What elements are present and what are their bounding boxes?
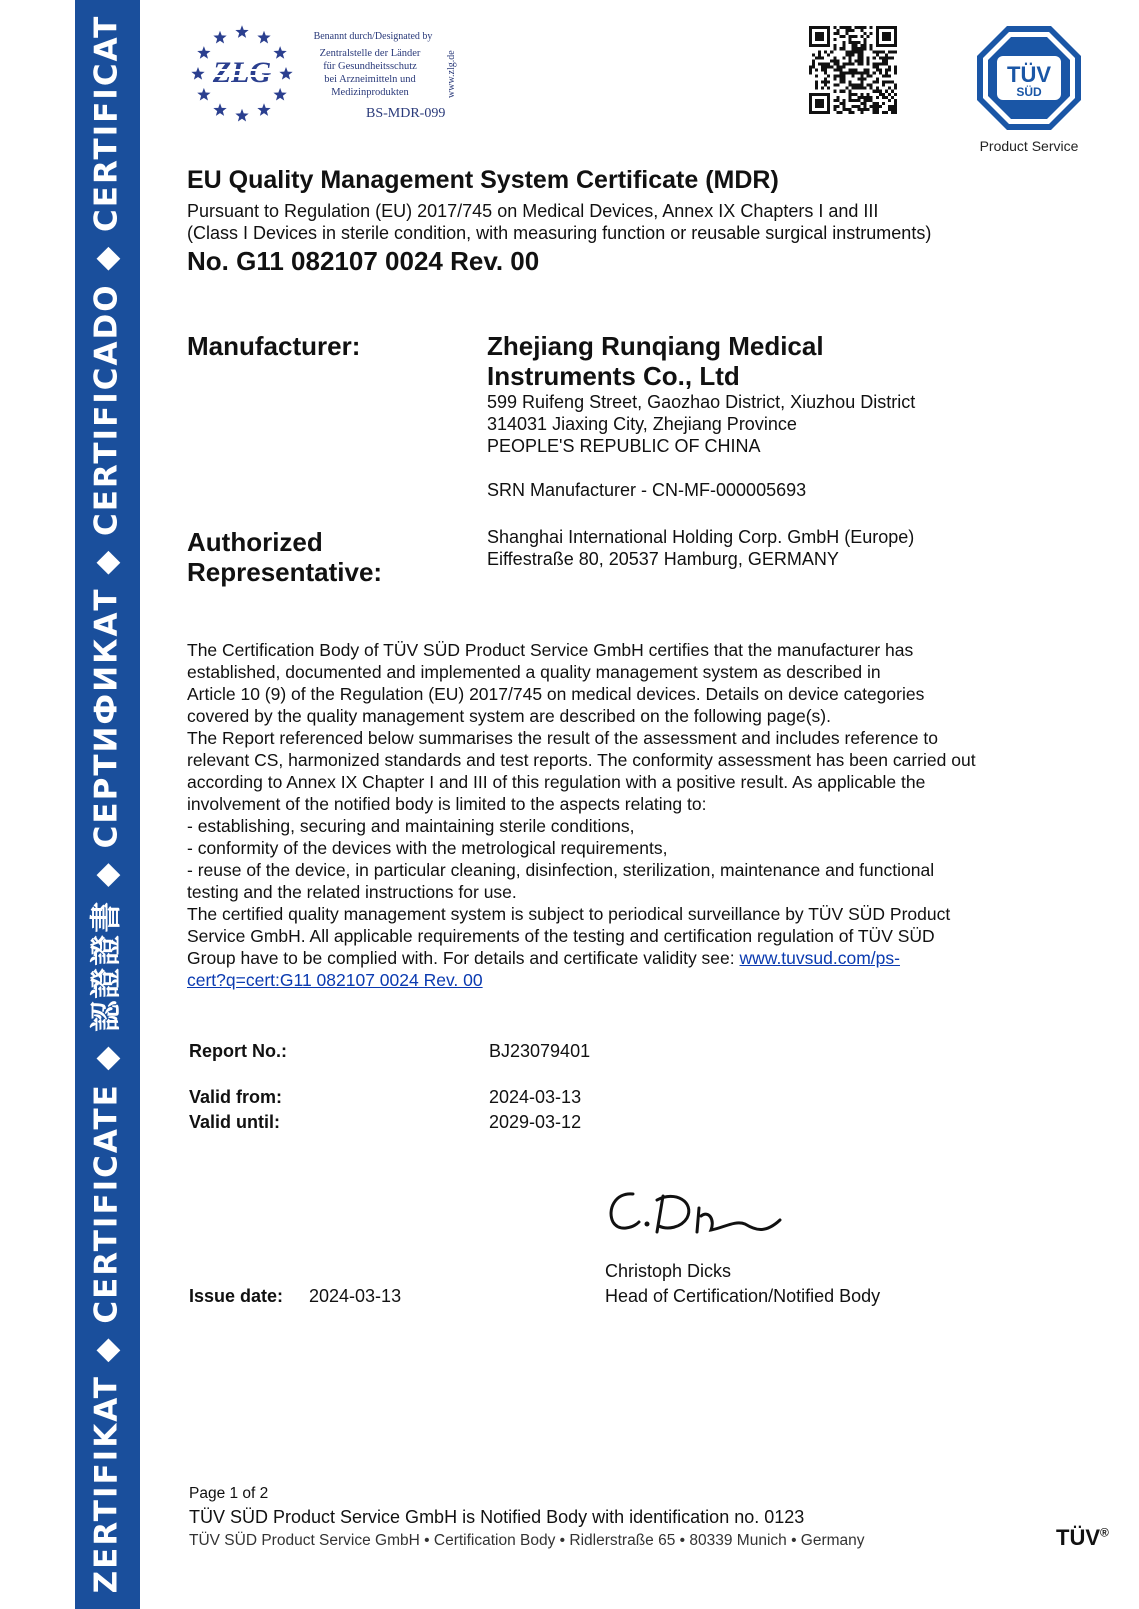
valid-until-value: 2029-03-12 bbox=[489, 1112, 582, 1132]
report-number-value: BJ23079401 bbox=[489, 1041, 591, 1061]
zlg-star bbox=[191, 67, 204, 80]
device-class-line: (Class I Devices in sterile condition, with measuring function or reusable surgical instruments) bbox=[187, 223, 932, 243]
tuv-logo-line2: SÜD bbox=[1016, 85, 1042, 99]
manufacturer-name-line: Zhejiang Runqiang Medical bbox=[487, 331, 824, 361]
tuv-footer-brand bbox=[1056, 1525, 1109, 1551]
manufacturer-address-line: 599 Ruifeng Street, Gaozhao District, Xiuzhou District bbox=[487, 392, 916, 412]
zlg-star bbox=[257, 31, 270, 44]
representative-label-line: Authorized bbox=[187, 527, 323, 557]
certificate-title: EU Quality Management System Certificate (MDR) bbox=[187, 166, 779, 194]
certificate-number: No. G11 082107 0024 Rev. 00 bbox=[187, 246, 540, 276]
zlg-star bbox=[213, 103, 226, 116]
representative-line: Shanghai International Holding Corp. GmbH (Europe) bbox=[487, 527, 915, 547]
registered-mark: ® bbox=[1100, 1525, 1109, 1540]
zlg-star bbox=[197, 46, 210, 59]
statement-line: The Report referenced below summarises the result of the assessment and includes reference to bbox=[187, 728, 938, 748]
statement-line: Article 10 (9) of the Regulation (EU) 2017/745 on medical devices. Details on device categories bbox=[187, 684, 925, 704]
statement-line: The certified quality management system is subject to periodical surveillance by TÜV SÜD Product bbox=[187, 904, 951, 924]
manufacturer-block bbox=[487, 331, 915, 501]
validity-link[interactable]: cert?q=cert:G11 082107 0024 Rev. 00 bbox=[187, 970, 483, 990]
manufacturer-name-line: Instruments Co., Ltd bbox=[487, 361, 740, 391]
zlg-website: www.zlg.de bbox=[446, 50, 457, 98]
tuv-caption: Product Service bbox=[979, 138, 1079, 154]
representative-label bbox=[187, 527, 382, 587]
statement-line: according to Annex IX Chapter I and III of this regulation with a positive result. As applicable the bbox=[187, 772, 926, 792]
statement-line bbox=[187, 969, 1067, 991]
statement-line: - conformity of the devices with the metrological requirements, bbox=[187, 838, 668, 858]
signatory-name: Christoph Dicks bbox=[605, 1261, 732, 1281]
page-indicator: Page 1 of 2 bbox=[189, 1485, 269, 1502]
zlg-designated: Benannt durch/Designated by bbox=[313, 31, 433, 42]
manufacturer-label: Manufacturer: bbox=[187, 331, 361, 361]
manufacturer-address-line: PEOPLE'S REPUBLIC OF CHINA bbox=[487, 436, 761, 456]
tuv-octagon-icon bbox=[975, 24, 1083, 132]
zlg-stars-icon bbox=[180, 24, 304, 124]
statement-line: - establishing, securing and maintaining sterile conditions, bbox=[187, 816, 635, 836]
valid-from-value: 2024-03-13 bbox=[489, 1087, 582, 1107]
side-band-text: ZERTIFIKAT ◆ CERTIFICATE ◆ 認證證書 ◆ СЕРТИФИКАТ ◆ CERTIFICADO ◆ CERTIFICAT bbox=[88, 14, 125, 1594]
zlg-star bbox=[235, 109, 248, 122]
zlg-line: Medizinprodukten bbox=[331, 87, 409, 98]
statement-line bbox=[187, 947, 1067, 969]
statement-line: testing and the related instructions for use. bbox=[187, 882, 517, 902]
zlg-star bbox=[273, 88, 286, 101]
qr-code-icon bbox=[808, 26, 898, 114]
representative-label-line: Representative: bbox=[187, 557, 383, 587]
zlg-star bbox=[235, 25, 248, 38]
signature bbox=[605, 1180, 805, 1260]
statement-text: Group have to be complied with. For details and certificate validity see: bbox=[187, 948, 740, 968]
notified-body-line: TÜV SÜD Product Service GmbH is Notified Body with identification no. 0123 bbox=[189, 1507, 805, 1527]
valid-from-label: Valid from: bbox=[189, 1087, 283, 1107]
valid-until-label: Valid until: bbox=[189, 1112, 281, 1132]
statement-line: established, documented and implemented a quality management system as described in bbox=[187, 662, 881, 682]
zlg-logo bbox=[180, 24, 304, 124]
statement-line: The Certification Body of TÜV SÜD Product Service GmbH certifies that the manufacturer has bbox=[187, 640, 914, 660]
signature-icon bbox=[605, 1180, 805, 1260]
zlg-line: bei Arzneimitteln und bbox=[324, 74, 416, 85]
issue-date-label: Issue date: bbox=[189, 1286, 284, 1306]
statement-line: - reuse of the device, in particular cleaning, disinfection, sterilization, maintenance and functional bbox=[187, 860, 935, 880]
regulation-line: Pursuant to Regulation (EU) 2017/745 on Medical Devices, Annex IX Chapters I and III bbox=[187, 201, 879, 221]
tuv-logo bbox=[975, 24, 1083, 132]
issue-date-value: 2024-03-13 bbox=[309, 1286, 402, 1306]
footer-address: TÜV SÜD Product Service GmbH • Certification Body • Ridlerstraße 65 • 80339 Munich • Germany bbox=[189, 1532, 865, 1549]
manufacturer-srn: SRN Manufacturer - CN-MF-000005693 bbox=[487, 480, 807, 500]
zlg-star bbox=[197, 88, 210, 101]
zlg-star bbox=[279, 67, 292, 80]
zlg-line: für Gesundheitsschutz bbox=[323, 61, 417, 72]
statement-line: covered by the quality management system are described on the following page(s). bbox=[187, 706, 831, 726]
manufacturer-address-line: 314031 Jiaxing City, Zhejiang Province bbox=[487, 414, 797, 434]
zlg-star bbox=[257, 103, 270, 116]
signatory-title: Head of Certification/Notified Body bbox=[605, 1286, 881, 1306]
zlg-code: BS-MDR-099 bbox=[366, 106, 446, 121]
zlg-star bbox=[273, 46, 286, 59]
statement-line: Service GmbH. All applicable requirements of the testing and certification regulation of TÜV SÜD bbox=[187, 926, 935, 946]
zlg-line: Zentralstelle der Länder bbox=[319, 48, 421, 59]
certification-statement bbox=[187, 639, 1067, 991]
zlg-star bbox=[213, 31, 226, 44]
tuv-footer-text: TÜV bbox=[1056, 1525, 1100, 1550]
report-number-label: Report No.: bbox=[189, 1041, 287, 1061]
qr-code[interactable] bbox=[808, 26, 898, 114]
zlg-logo-text: ZLG bbox=[212, 56, 272, 89]
tuv-logo-line1: TÜV bbox=[1007, 62, 1051, 87]
statement-line: relevant CS, harmonized standards and test reports. The conformity assessment has been carried out bbox=[187, 750, 976, 770]
representative-line: Eiffestraße 80, 20537 Hamburg, GERMANY bbox=[487, 549, 839, 569]
validity-link[interactable]: www.tuvsud.com/ps- bbox=[739, 948, 900, 968]
representative-block bbox=[487, 526, 914, 570]
zlg-authority bbox=[305, 47, 435, 99]
statement-line: involvement of the notified body is limited to the aspects relating to: bbox=[187, 794, 707, 814]
